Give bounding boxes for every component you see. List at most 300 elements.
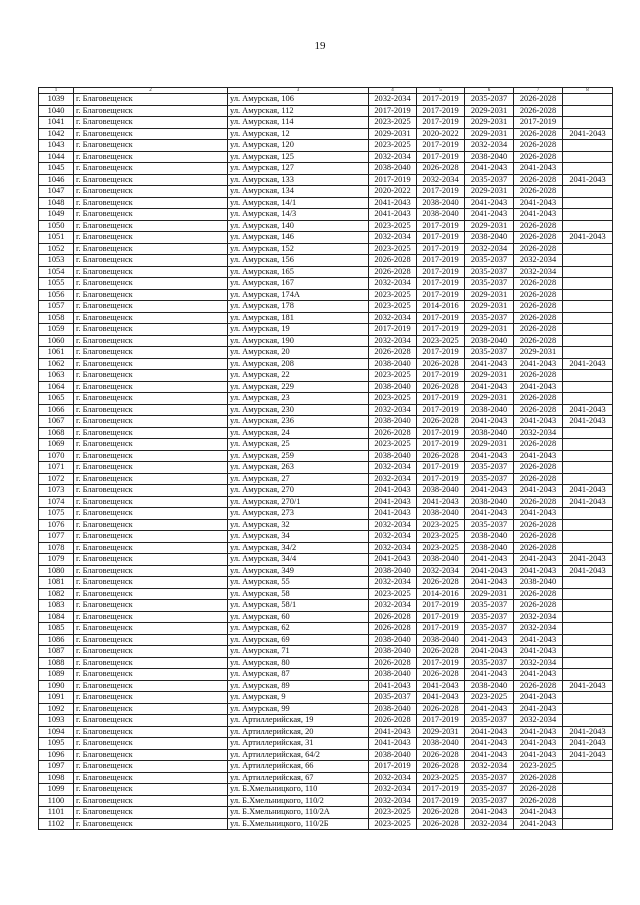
year-cell: 2017-2019 xyxy=(417,232,465,244)
table-row xyxy=(39,186,613,198)
city-cell: г. Благовещенск xyxy=(74,255,228,267)
year-cell: 2038-2040 xyxy=(369,669,417,681)
table-row xyxy=(39,335,613,347)
year-cell: 2041-2043 xyxy=(514,209,563,221)
table-row xyxy=(39,427,613,439)
city-cell: г. Благовещенск xyxy=(74,611,228,623)
year-cell: 2038-2040 xyxy=(465,542,514,554)
year-cell: 2026-2028 xyxy=(514,243,563,255)
city-cell: г. Благовещенск xyxy=(74,692,228,704)
year-cell: 2026-2028 xyxy=(514,94,563,106)
city-cell: г. Благовещенск xyxy=(74,94,228,106)
year-cell: 2032-2034 xyxy=(465,761,514,773)
year-cell: 2029-2031 xyxy=(465,324,514,336)
year-cell: 2035-2037 xyxy=(465,347,514,359)
city-cell: г. Благовещенск xyxy=(74,807,228,819)
year-cell: 2032-2034 xyxy=(465,140,514,152)
year-cell: 2038-2040 xyxy=(465,335,514,347)
year-cell: 2026-2028 xyxy=(514,772,563,784)
row-number-cell: 1098 xyxy=(39,772,74,784)
row-number-cell: 1051 xyxy=(39,232,74,244)
street-cell: ул. Амурская, 263 xyxy=(228,462,369,474)
table-row xyxy=(39,347,613,359)
street-cell: ул. Амурская, 125 xyxy=(228,151,369,163)
year-cell: 2035-2037 xyxy=(465,266,514,278)
year-cell: 2041-2043 xyxy=(465,669,514,681)
year-cell: 2038-2040 xyxy=(417,197,465,209)
year-cell: 2017-2019 xyxy=(417,404,465,416)
street-cell: ул. Амурская, 58/1 xyxy=(228,600,369,612)
column-number: 3 xyxy=(228,88,369,94)
year-cell: 2038-2040 xyxy=(465,151,514,163)
year-cell: 2026-2028 xyxy=(514,542,563,554)
year-cell: 2038-2040 xyxy=(465,232,514,244)
year-cell: 2026-2028 xyxy=(369,657,417,669)
table-row xyxy=(39,450,613,462)
year-cell: 2041-2043 xyxy=(514,565,563,577)
year-cell xyxy=(563,105,613,117)
year-cell: 2026-2028 xyxy=(514,439,563,451)
year-cell: 2026-2028 xyxy=(514,220,563,232)
city-cell: г. Благовещенск xyxy=(74,554,228,566)
year-cell: 2017-2019 xyxy=(417,347,465,359)
year-cell xyxy=(563,140,613,152)
year-cell: 2032-2034 xyxy=(369,94,417,106)
year-cell: 2023-2025 xyxy=(369,588,417,600)
street-cell: ул. Амурская, 25 xyxy=(228,439,369,451)
street-cell: ул. Артиллерийская, 19 xyxy=(228,715,369,727)
street-cell: ул. Амурская, 133 xyxy=(228,174,369,186)
city-cell: г. Благовещенск xyxy=(74,105,228,117)
table-row xyxy=(39,220,613,232)
year-cell: 2023-2025 xyxy=(369,807,417,819)
city-cell: г. Благовещенск xyxy=(74,485,228,497)
year-cell: 2041-2043 xyxy=(563,496,613,508)
year-cell: 2038-2040 xyxy=(417,738,465,750)
year-cell: 2041-2043 xyxy=(514,646,563,658)
year-cell: 2020-2022 xyxy=(417,128,465,140)
street-cell: ул. Амурская, 229 xyxy=(228,381,369,393)
row-number-cell: 1067 xyxy=(39,416,74,428)
year-cell: 2032-2034 xyxy=(514,657,563,669)
year-cell: 2041-2043 xyxy=(563,738,613,750)
year-cell: 2041-2043 xyxy=(465,738,514,750)
year-cell: 2041-2043 xyxy=(465,726,514,738)
year-cell: 2041-2043 xyxy=(514,485,563,497)
table-row xyxy=(39,623,613,635)
table-row xyxy=(39,324,613,336)
row-number-cell: 1058 xyxy=(39,312,74,324)
year-cell: 2026-2028 xyxy=(417,450,465,462)
year-cell: 2041-2043 xyxy=(563,565,613,577)
year-cell xyxy=(563,117,613,129)
street-cell: ул. Амурская, 181 xyxy=(228,312,369,324)
table-row xyxy=(39,611,613,623)
street-cell: ул. Б.Хмельницкого, 110/2А xyxy=(228,807,369,819)
table-row xyxy=(39,531,613,543)
city-cell: г. Благовещенск xyxy=(74,174,228,186)
row-number-cell: 1043 xyxy=(39,140,74,152)
street-cell: ул. Амурская, 22 xyxy=(228,370,369,382)
year-cell xyxy=(563,761,613,773)
table-row xyxy=(39,657,613,669)
city-cell: г. Благовещенск xyxy=(74,404,228,416)
row-number-cell: 1074 xyxy=(39,496,74,508)
year-cell: 2032-2034 xyxy=(369,577,417,589)
year-cell xyxy=(563,94,613,106)
table-row xyxy=(39,140,613,152)
table-row xyxy=(39,577,613,589)
year-cell: 2023-2025 xyxy=(369,370,417,382)
year-cell: 2023-2025 xyxy=(514,761,563,773)
year-cell: 2026-2028 xyxy=(514,370,563,382)
year-cell: 2017-2019 xyxy=(417,324,465,336)
city-cell: г. Благовещенск xyxy=(74,335,228,347)
table-row xyxy=(39,692,613,704)
street-cell: ул. Амурская, 146 xyxy=(228,232,369,244)
year-cell xyxy=(563,715,613,727)
street-cell: ул. Амурская, 190 xyxy=(228,335,369,347)
year-cell: 2041-2043 xyxy=(514,726,563,738)
year-cell: 2041-2043 xyxy=(465,209,514,221)
year-cell: 2014-2016 xyxy=(417,588,465,600)
year-cell: 2026-2028 xyxy=(417,703,465,715)
street-cell: ул. Амурская, 178 xyxy=(228,301,369,313)
year-cell: 2017-2019 xyxy=(417,784,465,796)
year-cell: 2017-2019 xyxy=(417,266,465,278)
city-cell: г. Благовещенск xyxy=(74,577,228,589)
street-cell: ул. Амурская, 208 xyxy=(228,358,369,370)
table-row xyxy=(39,163,613,175)
year-cell xyxy=(563,818,613,830)
row-number-cell: 1085 xyxy=(39,623,74,635)
year-cell: 2026-2028 xyxy=(417,381,465,393)
year-cell: 2035-2037 xyxy=(465,772,514,784)
year-cell xyxy=(563,335,613,347)
table-row xyxy=(39,117,613,129)
row-number-cell: 1044 xyxy=(39,151,74,163)
year-cell: 2041-2043 xyxy=(514,738,563,750)
year-cell: 2041-2043 xyxy=(465,634,514,646)
street-cell: ул. Амурская, 62 xyxy=(228,623,369,635)
year-cell: 2032-2034 xyxy=(417,174,465,186)
year-cell: 2026-2028 xyxy=(514,186,563,198)
year-cell: 2041-2043 xyxy=(465,163,514,175)
year-cell: 2029-2031 xyxy=(514,347,563,359)
year-cell: 2041-2043 xyxy=(369,197,417,209)
table-row xyxy=(39,462,613,474)
street-cell: ул. Амурская, 112 xyxy=(228,105,369,117)
table-row xyxy=(39,554,613,566)
year-cell: 2032-2034 xyxy=(369,772,417,784)
year-cell: 2041-2043 xyxy=(417,496,465,508)
year-cell: 2017-2019 xyxy=(417,186,465,198)
row-number-cell: 1068 xyxy=(39,427,74,439)
city-cell: г. Благовещенск xyxy=(74,588,228,600)
column-number: 8 xyxy=(563,88,613,94)
year-cell xyxy=(563,577,613,589)
street-cell: ул. Амурская, 24 xyxy=(228,427,369,439)
year-cell: 2038-2040 xyxy=(369,416,417,428)
year-cell xyxy=(563,795,613,807)
year-cell: 2026-2028 xyxy=(514,784,563,796)
street-cell: ул. Амурская, 270 xyxy=(228,485,369,497)
street-cell: ул. Амурская, 120 xyxy=(228,140,369,152)
table-row xyxy=(39,600,613,612)
year-cell xyxy=(563,427,613,439)
city-cell: г. Благовещенск xyxy=(74,186,228,198)
year-cell: 2023-2025 xyxy=(465,692,514,704)
row-number-cell: 1048 xyxy=(39,197,74,209)
year-cell: 2026-2028 xyxy=(417,577,465,589)
city-cell: г. Благовещенск xyxy=(74,358,228,370)
city-cell: г. Благовещенск xyxy=(74,600,228,612)
column-number: 7 xyxy=(514,88,563,94)
city-cell: г. Благовещенск xyxy=(74,669,228,681)
year-cell: 2041-2043 xyxy=(465,554,514,566)
street-cell: ул. Амурская, 19 xyxy=(228,324,369,336)
year-cell: 2026-2028 xyxy=(514,393,563,405)
year-cell: 2032-2034 xyxy=(514,715,563,727)
year-cell: 2038-2040 xyxy=(369,646,417,658)
year-cell: 2020-2022 xyxy=(369,186,417,198)
city-cell: г. Благовещенск xyxy=(74,462,228,474)
year-cell: 2041-2043 xyxy=(514,749,563,761)
street-cell: ул. Артиллерийская, 31 xyxy=(228,738,369,750)
row-number-cell: 1094 xyxy=(39,726,74,738)
year-cell xyxy=(563,462,613,474)
year-cell: 2023-2025 xyxy=(369,439,417,451)
table-row xyxy=(39,289,613,301)
year-cell: 2017-2019 xyxy=(369,324,417,336)
year-cell: 2032-2034 xyxy=(369,335,417,347)
year-cell: 2035-2037 xyxy=(465,795,514,807)
year-cell: 2026-2028 xyxy=(514,496,563,508)
row-number-cell: 1071 xyxy=(39,462,74,474)
year-cell: 2035-2037 xyxy=(465,611,514,623)
year-cell: 2041-2043 xyxy=(369,485,417,497)
table-row xyxy=(39,565,613,577)
row-number-cell: 1054 xyxy=(39,266,74,278)
year-cell: 2026-2028 xyxy=(514,174,563,186)
row-number-cell: 1053 xyxy=(39,255,74,267)
city-cell: г. Благовещенск xyxy=(74,623,228,635)
year-cell xyxy=(563,278,613,290)
year-cell: 2017-2019 xyxy=(514,117,563,129)
year-cell xyxy=(563,646,613,658)
year-cell: 2038-2040 xyxy=(465,496,514,508)
year-cell: 2041-2043 xyxy=(465,508,514,520)
year-cell: 2029-2031 xyxy=(465,220,514,232)
table-row xyxy=(39,381,613,393)
row-number-cell: 1052 xyxy=(39,243,74,255)
year-cell: 2017-2019 xyxy=(417,623,465,635)
year-cell: 2038-2040 xyxy=(369,634,417,646)
year-cell: 2023-2025 xyxy=(369,393,417,405)
year-cell: 2026-2028 xyxy=(417,416,465,428)
street-cell: ул. Амурская, 156 xyxy=(228,255,369,267)
table-row xyxy=(39,232,613,244)
street-cell: ул. Амурская, 259 xyxy=(228,450,369,462)
street-cell: ул. Амурская, 9 xyxy=(228,692,369,704)
street-cell: ул. Амурская, 27 xyxy=(228,473,369,485)
row-number-cell: 1072 xyxy=(39,473,74,485)
year-cell: 2023-2025 xyxy=(369,243,417,255)
year-cell: 2035-2037 xyxy=(465,600,514,612)
year-cell: 2026-2028 xyxy=(514,335,563,347)
year-cell: 2035-2037 xyxy=(369,692,417,704)
year-cell: 2026-2028 xyxy=(514,531,563,543)
year-cell: 2038-2040 xyxy=(417,209,465,221)
year-cell: 2026-2028 xyxy=(514,473,563,485)
year-cell: 2026-2028 xyxy=(514,140,563,152)
year-cell: 2026-2028 xyxy=(369,427,417,439)
year-cell xyxy=(563,784,613,796)
year-cell: 2026-2028 xyxy=(417,818,465,830)
city-cell: г. Благовещенск xyxy=(74,795,228,807)
table-row xyxy=(39,128,613,140)
column-number: 4 xyxy=(369,88,417,94)
year-cell: 2032-2034 xyxy=(369,784,417,796)
row-number-cell: 1073 xyxy=(39,485,74,497)
street-cell: ул. Амурская, 174А xyxy=(228,289,369,301)
year-cell: 2026-2028 xyxy=(369,715,417,727)
city-cell: г. Благовещенск xyxy=(74,761,228,773)
year-cell: 2017-2019 xyxy=(417,151,465,163)
year-cell: 2041-2043 xyxy=(563,416,613,428)
table-row xyxy=(39,197,613,209)
year-cell: 2017-2019 xyxy=(417,600,465,612)
year-cell xyxy=(563,542,613,554)
year-cell xyxy=(563,347,613,359)
table-row xyxy=(39,301,613,313)
year-cell: 2032-2034 xyxy=(514,255,563,267)
year-cell: 2023-2025 xyxy=(369,140,417,152)
row-number-cell: 1100 xyxy=(39,795,74,807)
year-cell: 2023-2025 xyxy=(417,531,465,543)
year-cell: 2041-2043 xyxy=(369,726,417,738)
row-number-cell: 1049 xyxy=(39,209,74,221)
row-number-cell: 1061 xyxy=(39,347,74,359)
city-cell: г. Благовещенск xyxy=(74,312,228,324)
table-row xyxy=(39,807,613,819)
table-row xyxy=(39,519,613,531)
street-cell: ул. Амурская, 14/3 xyxy=(228,209,369,221)
street-cell: ул. Амурская, 55 xyxy=(228,577,369,589)
street-cell: ул. Б.Хмельницкого, 110/2 xyxy=(228,795,369,807)
year-cell xyxy=(563,703,613,715)
table-row xyxy=(39,370,613,382)
year-cell: 2017-2019 xyxy=(417,220,465,232)
year-cell: 2041-2043 xyxy=(514,381,563,393)
street-cell: ул. Амурская, 152 xyxy=(228,243,369,255)
year-cell: 2041-2043 xyxy=(514,508,563,520)
row-number-cell: 1087 xyxy=(39,646,74,658)
table-row xyxy=(39,439,613,451)
year-cell: 2017-2019 xyxy=(369,174,417,186)
year-cell: 2032-2034 xyxy=(369,473,417,485)
table-row xyxy=(39,542,613,554)
year-cell: 2026-2028 xyxy=(417,358,465,370)
row-number-cell: 1050 xyxy=(39,220,74,232)
year-cell: 2017-2019 xyxy=(417,439,465,451)
table-row xyxy=(39,818,613,830)
row-number-cell: 1056 xyxy=(39,289,74,301)
year-cell: 2041-2043 xyxy=(465,646,514,658)
street-cell: ул. Амурская, 349 xyxy=(228,565,369,577)
row-number-cell: 1084 xyxy=(39,611,74,623)
city-cell: г. Благовещенск xyxy=(74,209,228,221)
year-cell: 2017-2019 xyxy=(417,140,465,152)
year-cell: 2029-2031 xyxy=(465,105,514,117)
table-row xyxy=(39,508,613,520)
street-cell: ул. Артиллерийская, 67 xyxy=(228,772,369,784)
city-cell: г. Благовещенск xyxy=(74,473,228,485)
year-cell xyxy=(563,381,613,393)
year-cell xyxy=(563,209,613,221)
year-cell: 2041-2043 xyxy=(514,692,563,704)
year-cell: 2038-2040 xyxy=(417,485,465,497)
row-number-cell: 1045 xyxy=(39,163,74,175)
year-cell: 2026-2028 xyxy=(417,163,465,175)
street-cell: ул. Амурская, 273 xyxy=(228,508,369,520)
year-cell: 2026-2028 xyxy=(417,749,465,761)
city-cell: г. Благовещенск xyxy=(74,243,228,255)
year-cell: 2026-2028 xyxy=(417,761,465,773)
year-cell: 2014-2016 xyxy=(417,301,465,313)
street-cell: ул. Амурская, 34 xyxy=(228,531,369,543)
street-cell: ул. Амурская, 165 xyxy=(228,266,369,278)
row-number-cell: 1095 xyxy=(39,738,74,750)
table-row xyxy=(39,715,613,727)
street-cell: ул. Амурская, 236 xyxy=(228,416,369,428)
street-cell: ул. Амурская, 71 xyxy=(228,646,369,658)
city-cell: г. Благовещенск xyxy=(74,197,228,209)
year-cell: 2017-2019 xyxy=(417,278,465,290)
city-cell: г. Благовещенск xyxy=(74,542,228,554)
year-cell xyxy=(563,531,613,543)
schedule-table xyxy=(38,87,613,830)
year-cell: 2032-2034 xyxy=(514,611,563,623)
city-cell: г. Благовещенск xyxy=(74,519,228,531)
year-cell: 2032-2034 xyxy=(465,243,514,255)
city-cell: г. Благовещенск xyxy=(74,232,228,244)
street-cell: ул. Амурская, 32 xyxy=(228,519,369,531)
row-number-cell: 1046 xyxy=(39,174,74,186)
year-cell: 2017-2019 xyxy=(417,243,465,255)
city-cell: г. Благовещенск xyxy=(74,508,228,520)
year-cell: 2041-2043 xyxy=(369,209,417,221)
city-cell: г. Благовещенск xyxy=(74,266,228,278)
year-cell: 2026-2028 xyxy=(417,646,465,658)
year-cell: 2041-2043 xyxy=(369,496,417,508)
year-cell: 2041-2043 xyxy=(465,577,514,589)
year-cell xyxy=(563,600,613,612)
year-cell: 2029-2031 xyxy=(465,289,514,301)
street-cell: ул. Амурская, 14/1 xyxy=(228,197,369,209)
year-cell: 2032-2034 xyxy=(369,278,417,290)
city-cell: г. Благовещенск xyxy=(74,818,228,830)
column-number: 5 xyxy=(417,88,465,94)
year-cell: 2023-2025 xyxy=(369,301,417,313)
year-cell: 2038-2040 xyxy=(514,577,563,589)
year-cell: 2029-2031 xyxy=(465,301,514,313)
row-number-cell: 1042 xyxy=(39,128,74,140)
year-cell: 2041-2043 xyxy=(514,197,563,209)
year-cell: 2041-2043 xyxy=(514,358,563,370)
year-cell xyxy=(563,772,613,784)
city-cell: г. Благовещенск xyxy=(74,439,228,451)
